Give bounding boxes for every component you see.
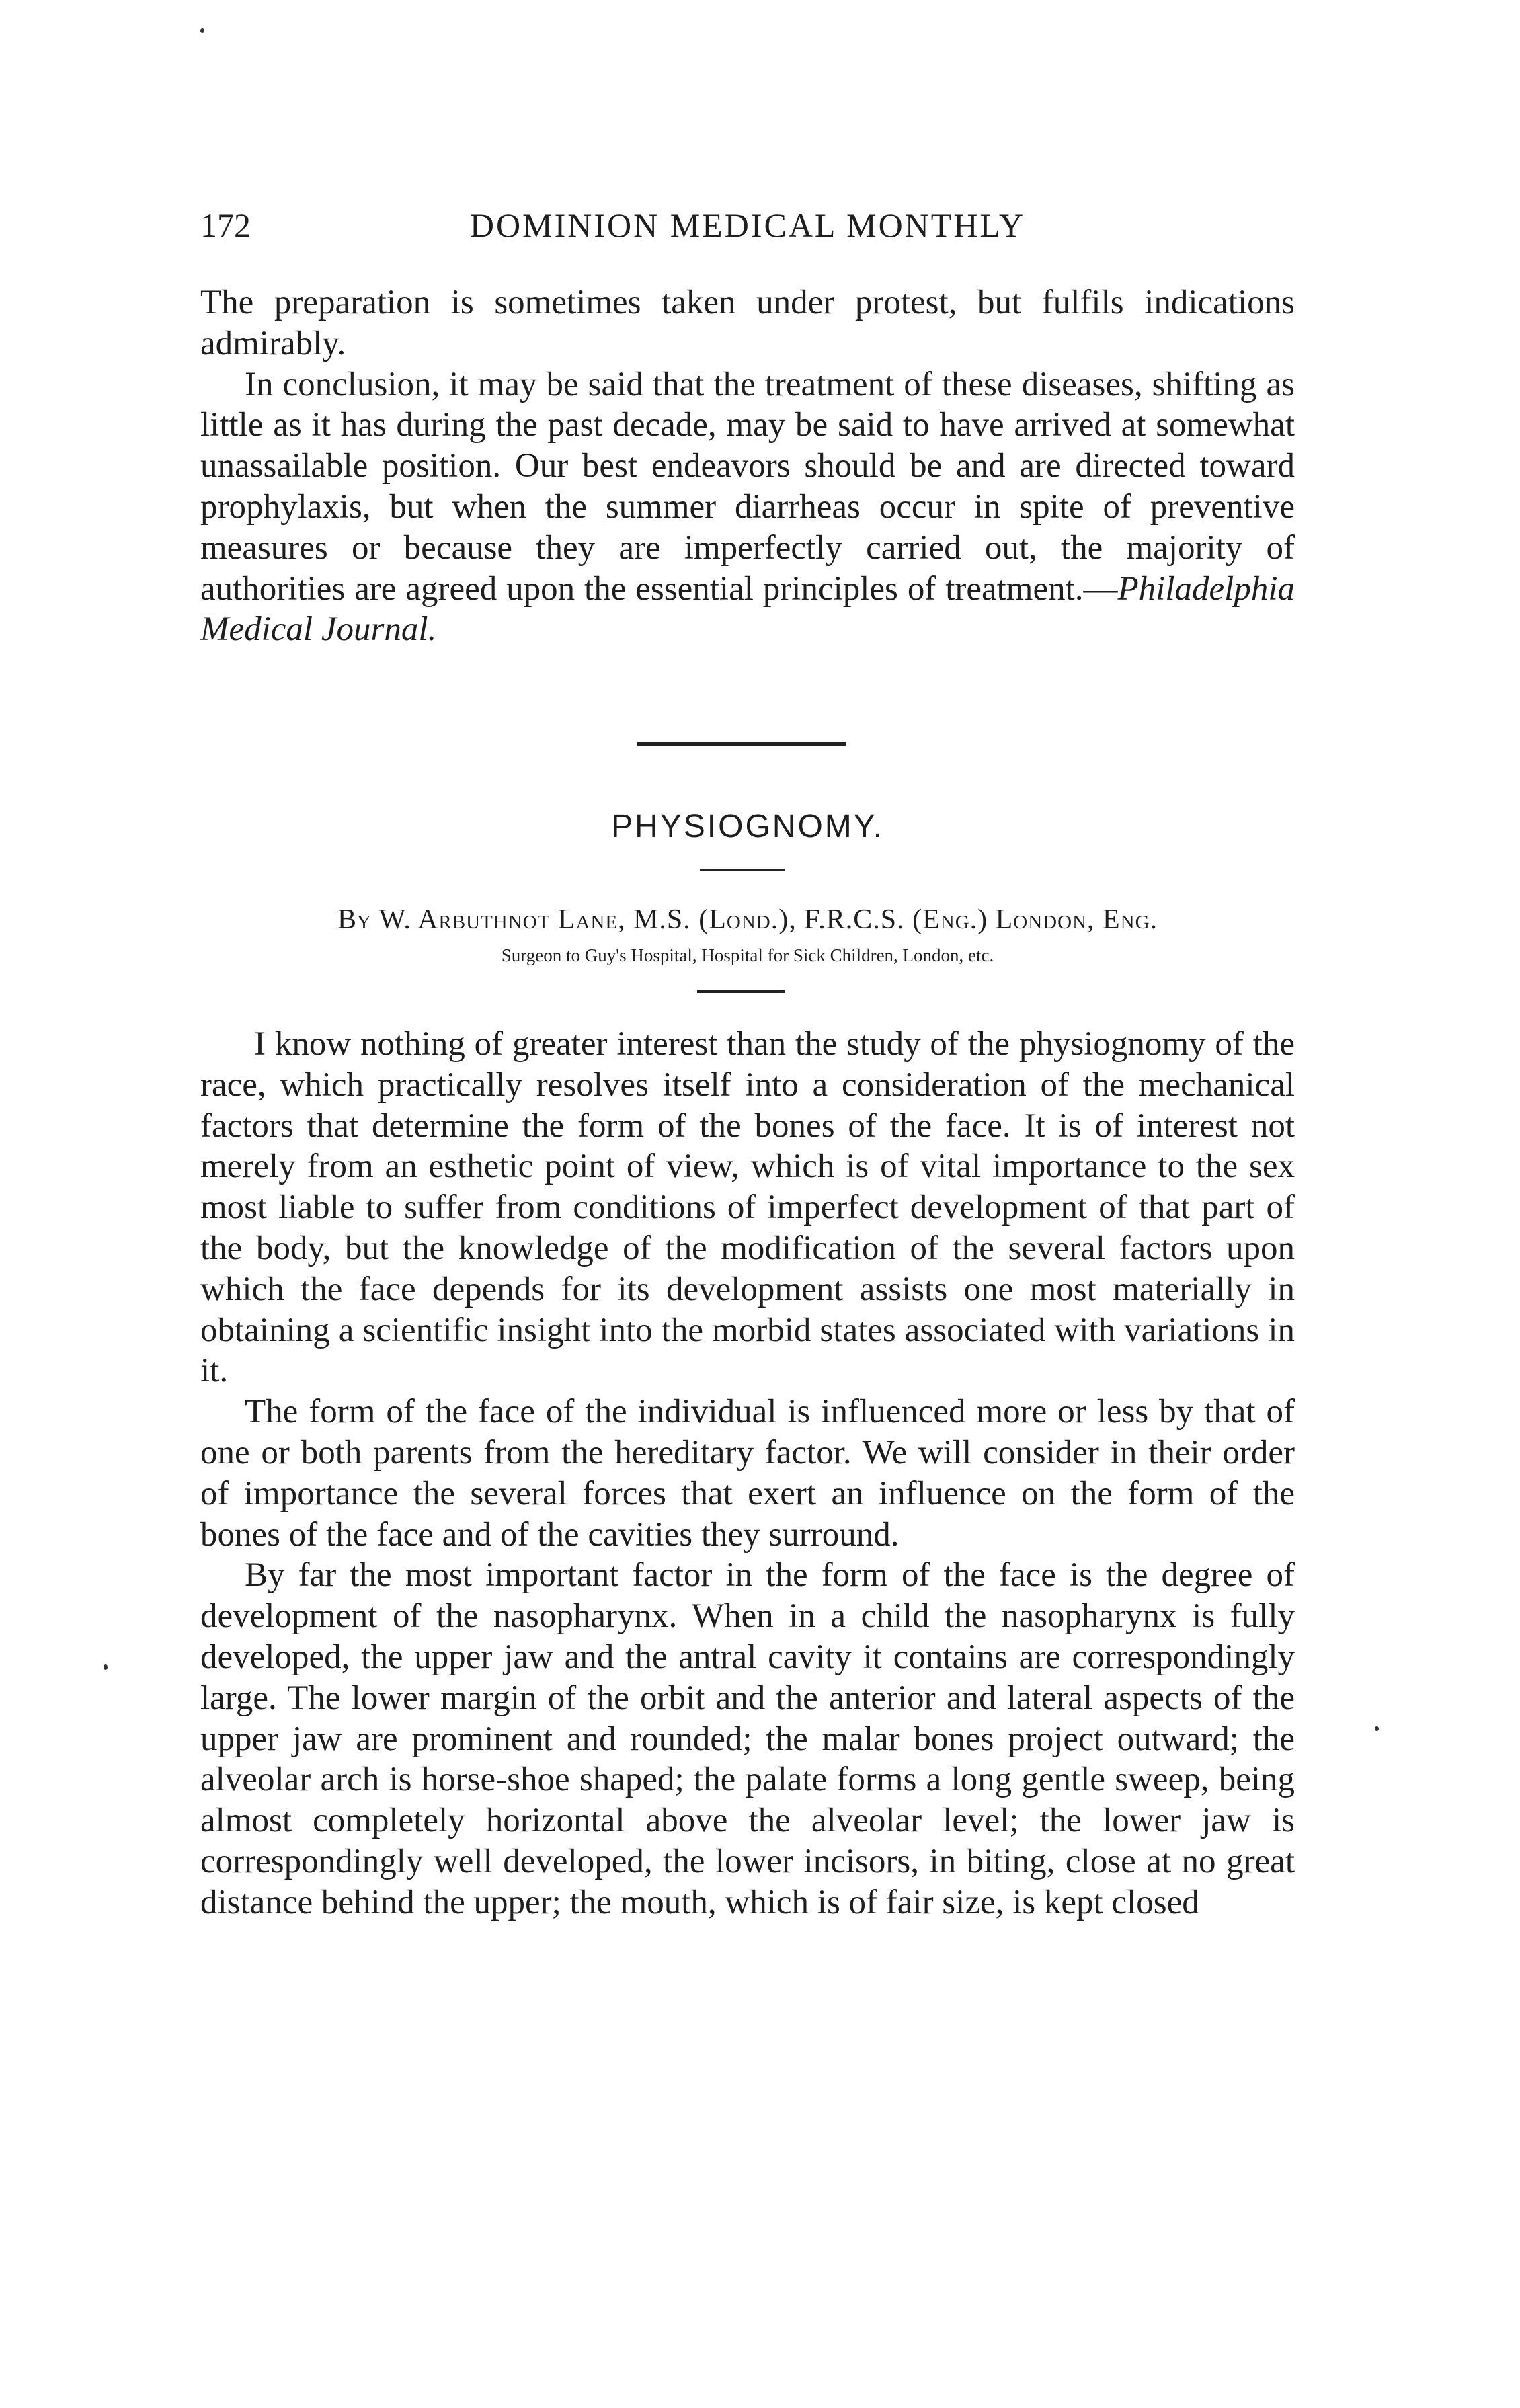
section-divider <box>637 742 846 746</box>
author-affiliation: Surgeon to Guy's Hospital, Hospital for Sick Children, London, etc. <box>501 945 994 965</box>
article-body <box>200 1024 1295 1923</box>
paragraph: By far the most important factor in the form of the face is the degree of development of the nasopharynx. When in a child the nasopharynx is fully developed, the upper jaw and the antral cavity it contains are correspondingly large. The lower margin of the orbit and the anterior and lateral aspects of the upper jaw are prominent and rounded; the malar bones project outward; the alveolar arch is horse-shoe shaped; the palate forms a long gentle sweep, being almost completely horizontal above the alveolar level; the lower jaw is correspondingly well developed, the lower incisors, in biting, close at no great distance behind the upper; the mouth, which is of fair size, is kept closed <box>200 1556 1295 1921</box>
running-title: DOMINION MEDICAL MONTHLY <box>469 206 1026 244</box>
paragraph: The form of the face of the individual is influenced more or less by that of one or both parents from the hereditary factor. We will consider in their order of importance the several forces that exert an influence on the form of the bones of the face and of the cavities they surround. <box>200 1393 1295 1554</box>
paragraph-text: In conclusion, it may be said that the treatment of these diseases, shifting as little as it has during the past decade, may be said to have arrived at somewhat unassailable position. Our best endeavors should be and are directed toward prophylaxis, but when the summer diarrheas occur in spite of preventive measures or because they are imperfectly carried out, the majority of authorities are agreed upon the essential principles of treatment.— <box>200 365 1295 608</box>
concluding-paragraph <box>200 364 1295 651</box>
source-citation: Philadelphia Medical Journal. <box>200 569 1295 649</box>
page-header <box>200 202 1295 249</box>
byline-rule <box>697 990 785 993</box>
paragraph: The preparation is sometimes taken under protest, but fulfils indications admirably. <box>200 284 1295 362</box>
print-speck <box>200 28 204 33</box>
previous-article-end <box>200 282 1295 650</box>
paragraph: I know nothing of greater interest than the study of the physiognomy of the race, which practically resolves itself into a consideration of the mechanical factors that determine the form of the bones of the face. It is of interest not merely from an esthetic point of view, which is of vital importance to the sex most liable to suffer from conditions of imperfect development of that part of the body, but the knowledge of the modification of the several factors upon which the face depends for its development assists one most materially in obtaining a scientific insight into the morbid states associated with variations in it. <box>200 1025 1295 1390</box>
page-number: 172 <box>200 206 251 244</box>
print-speck <box>1375 1726 1379 1731</box>
article-title: PHYSIOGNOMY. <box>611 809 884 844</box>
print-speck <box>104 1664 108 1670</box>
title-rule <box>700 869 785 871</box>
author-byline: By W. Arbuthnot Lane, M.S. (Lond.), F.R.C.S. (Eng.) London, Eng. <box>337 904 1158 935</box>
